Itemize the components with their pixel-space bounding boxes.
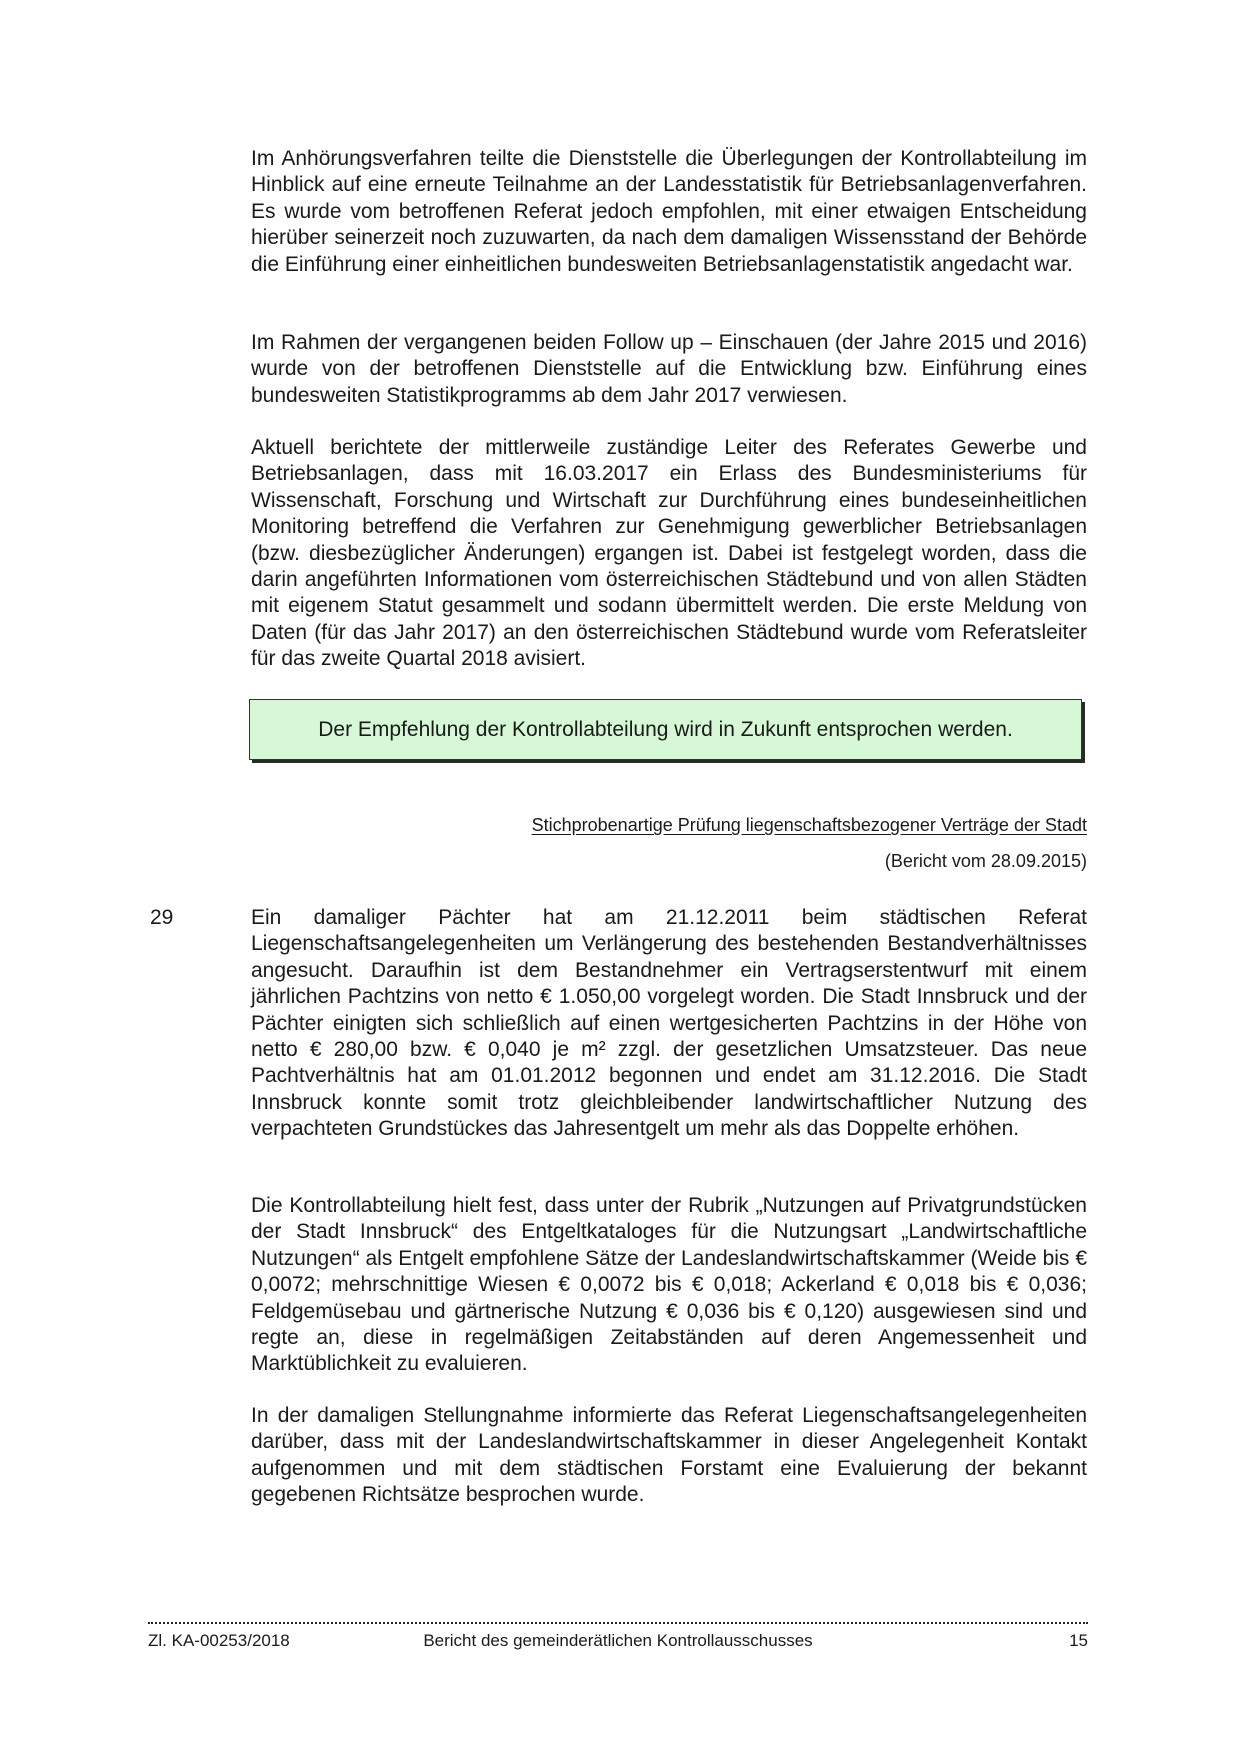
page-number: 15 [1069,1631,1088,1650]
paragraph-hearing-procedure: Im Anhörungsverfahren teilte die Dienststelle die Überlegungen der Kontrollabteilung im Hinblick auf eine erneute Teilnahme an der Landesstatistik für Betriebsanlagenverfahren. Es wurde vom betroffenen Referat jedoch empfohlen, mit einer etwaigen Entscheidung hierüber seinerzeit noch zuzuwarten, da nach dem damaligen Wissensstand der Behörde die Einführung einer einheitlichen bundesweiten Betriebsanlagenstatistik angedacht war. [251,147,1087,276]
recommendation-text: Der Empfehlung der Kontrollabteilung wird in Zukunft entsprochen werden. [318,717,1013,741]
footer-divider [148,1622,1088,1624]
section-report-date: (Bericht vom 28.09.2015) [884,851,1087,871]
section-title: Stichprobenartige Prüfung liegenschaftsbezogener Verträge der Stadt [531,815,1087,835]
paragraph-lease-extension: Ein damaliger Pächter hat am 21.12.2011 beim städtischen Referat Liegenschaftsangelegenheiten um Verlängerung des bestehenden Bestandverhältnisses angesucht. Daraufhin ist dem Bestandnehmer ein Vertragserstentwurf mit einem jährlichen Pachtzins von netto € 1.050,00 vorgelegt worden. Die Stadt Innsbruck und der Pächter einigten sich schließlich auf einen wertgesicherten Pachtzins in der Höhe von netto € 280,00 bzw. € 0,040 je m² zzgl. der gesetzlichen Umsatzsteuer. Das neue Pachtverhältnis hat am 01.01.2012 begonnen und endet am 31.12.2016. Die Stadt Innsbruck konnte somit trotz gleichbleibender landwirtschaftlicher Nutzung des verpachteten Grundstückes das Jahresentgelt um mehr als das Doppelte erhöhen. [251,906,1087,1141]
recommendation-box [249,699,1082,760]
paragraph-current-report: Aktuell berichtete der mittlerweile zuständige Leiter des Referates Gewerbe und Betriebsanlagen, dass mit 16.03.2017 ein Erlass des Bundesministeriums für Wissenschaft, Forschung und Wirtschaft zur Durchführung eines bundeseinheitlichen Monitoring betreffend die Verfahren zur Genehmigung gewerblicher Betriebsanlagen (bzw. diesbezüglicher Änderungen) ergangen ist. Dabei ist festgelegt worden, dass die darin angeführten Informationen vom österreichischen Städtebund und von allen Städten mit eigenem Statut gesammelt und sodann übermittelt werden. Die erste Meldung von Daten (für das Jahr 2017) an den österreichischen Städtebund wurde vom Referatsleiter für das zweite Quartal 2018 avisiert. [251,436,1087,671]
paragraph-number: 29 [150,906,174,929]
footer-reference: Zl. KA-00253/2018 [148,1631,290,1650]
page-footer [148,1631,1088,1653]
paragraph-statement: In der damaligen Stellungnahme informierte das Referat Liegenschaftsangelegenheiten darüber, dass mit der Landeslandwirtschaftskammer in dieser Angelegenheit Kontakt aufgenommen und mit dem städtischen Forstamt eine Evaluierung der bekannt gegebenen Richtsätze besprochen wurde. [251,1404,1087,1507]
paragraph-follow-up: Im Rahmen der vergangenen beiden Follow up – Einschauen (der Jahre 2015 und 2016) wurde von der betroffenen Dienststelle auf die Entwicklung bzw. Einführung eines bundesweiten Statistikprogramms ab dem Jahr 2017 verwiesen. [251,331,1087,407]
footer-title: Bericht des gemeinderätlichen Kontrollausschusses [423,1631,813,1650]
paragraph-fee-catalogue: Die Kontrollabteilung hielt fest, dass unter der Rubrik „Nutzungen auf Privatgrundstücken der Stadt Innsbruck“ des Entgeltkataloges für die Nutzungsart „Landwirtschaftliche Nutzungen“ als Entgelt empfohlene Sätze der Landeslandwirtschaftskammer (Weide bis € 0,0072; mehrschnittige Wiesen € 0,0072 bis € 0,018; Ackerland € 0,018 bis € 0,036; Feldgemüsebau und gärtnerische Nutzung € 0,036 bis € 0,120) ausgewiesen sind und regte an, diese in regelmäßigen Zeitabständen auf deren Angemessenheit und Marktüblichkeit zu evaluieren. [251,1194,1087,1376]
